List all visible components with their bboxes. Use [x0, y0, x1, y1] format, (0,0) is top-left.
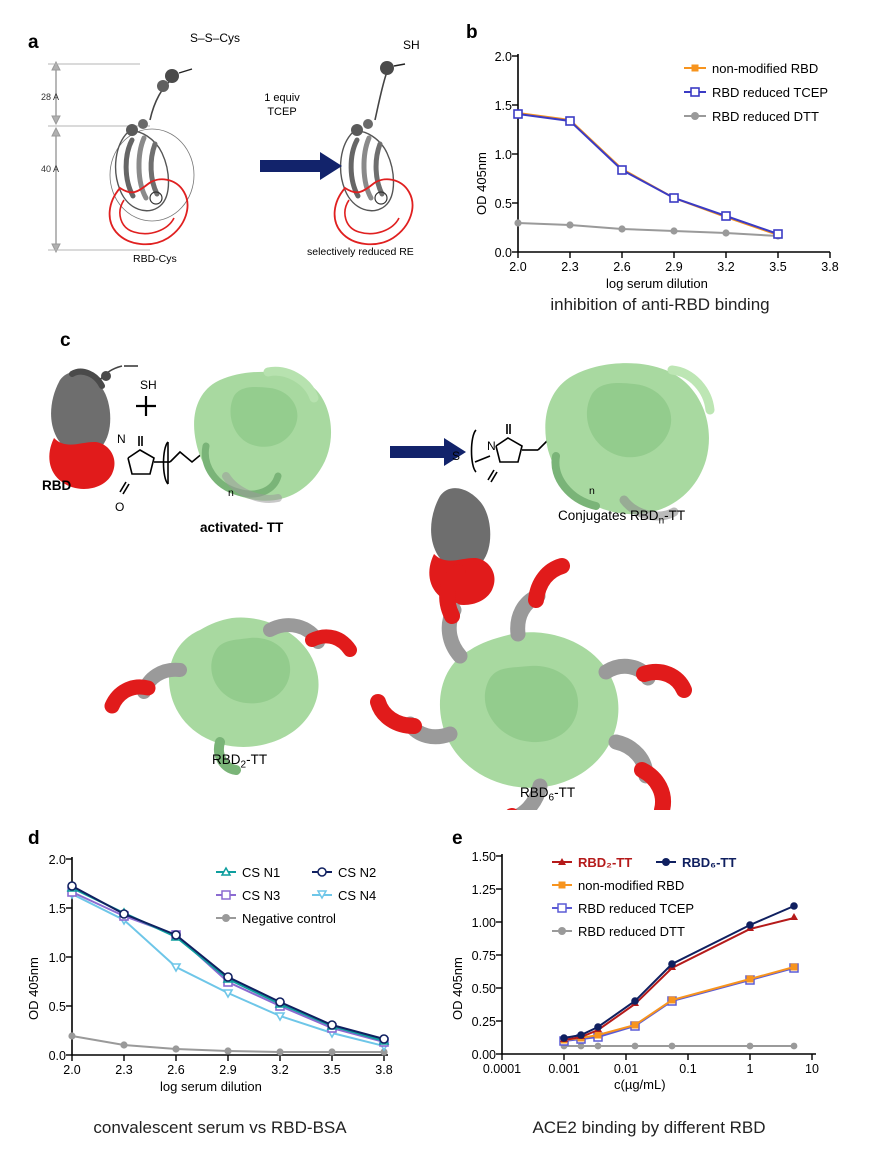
chart-e-ylabel: OD 405nm [450, 957, 465, 1020]
nitrogen-label: N [117, 432, 126, 446]
tt-surface-green [194, 371, 331, 501]
chart-d-xtick-4: 3.2 [271, 1063, 289, 1077]
caption-e: ACE2 binding by different RBD [532, 1118, 766, 1137]
chart-e-xtick-4: 1 [746, 1062, 754, 1076]
chart-e-xtick-3: 0.1 [679, 1062, 697, 1076]
panel-letter-e: e [452, 828, 463, 849]
chart-b-xtick-5: 3.5 [769, 260, 787, 274]
rbd2-subscript: 2 [240, 759, 247, 771]
chart-d-legend-0: CS N1 [242, 865, 281, 880]
rbd-label-c: RBD [42, 478, 72, 493]
dimension-28a: 28 A [41, 92, 60, 102]
panel-c-figure [20, 350, 860, 810]
chart-d-legend-2: CS N3 [242, 888, 281, 903]
chart-d-ytick-3: 1.5 [48, 902, 66, 916]
chart-b-legend-1: RBD reduced TCEP [712, 85, 829, 100]
panel-letter-b: b [466, 22, 478, 43]
reagent-label-line1: 1 equiv [264, 92, 300, 104]
chart-b-xtick-3: 2.9 [665, 260, 683, 274]
chart-b-xtick-2: 2.6 [613, 260, 631, 274]
rbd6-tail: -TT [554, 785, 576, 800]
chart-d-xtick-2: 2.6 [167, 1063, 185, 1077]
chart-d-ytick-1: 0.5 [48, 1000, 66, 1014]
oxygen-label-1: O [115, 500, 125, 514]
rbd2-tail: -TT [246, 752, 268, 767]
chart-b-ytick-3: 1.5 [494, 99, 512, 113]
chart-b-legend-2: RBD reduced DTT [712, 109, 819, 124]
chart-e-xtick-2: 0.01 [613, 1062, 639, 1076]
conjugate-n-subscript: n [589, 485, 595, 497]
dimension-40a: 40 A [41, 164, 60, 174]
rbd2-tt-label [212, 752, 267, 771]
chart-e-ytick-2: 0.50 [471, 982, 496, 996]
rbd-surface-small [49, 366, 138, 489]
chart-d-xtick-0: 2.0 [63, 1063, 81, 1077]
conjugates-label [558, 508, 685, 527]
chart-b-ytick-0: 0.0 [494, 246, 512, 260]
rbd2-text: RBD [212, 752, 241, 767]
maleimide-n-subscript: n [228, 487, 234, 499]
caption-b: inhibition of anti-RBD binding [550, 295, 770, 314]
chart-b-legend-0: non-modified RBD [712, 61, 819, 76]
chart-d-ytick-2: 1.0 [48, 951, 66, 965]
chart-b-ytick-1: 0.5 [494, 197, 512, 211]
chart-e-ytick-5: 1.25 [471, 883, 496, 897]
chart-d-xtick-1: 2.3 [115, 1063, 133, 1077]
chart-b-xtick-4: 3.2 [717, 260, 735, 274]
sh-label-a: SH [403, 38, 420, 52]
conjugates-tail: -TT [664, 508, 686, 523]
activated-tt-label: activated- TT [200, 520, 284, 535]
chart-d-ylabel: OD 405nm [26, 957, 41, 1020]
chart-b [466, 40, 856, 290]
conjugate-sulfur-label: S [452, 449, 461, 463]
chart-b-xtick-0: 2.0 [509, 260, 527, 274]
chart-d-xtick-3: 2.9 [219, 1063, 237, 1077]
reaction-arrow-a [260, 152, 342, 180]
conjugates-text: Conjugates RBD [558, 508, 659, 523]
chart-e-legend-3: RBD reduced TCEP [578, 901, 695, 916]
chart-e-legend-1: RBD₆-TT [682, 855, 737, 870]
chart-e-ytick-0: 0.00 [471, 1048, 496, 1062]
chart-b-xtick-1: 2.3 [561, 260, 579, 274]
rbd6-tt-structure [378, 566, 684, 810]
chart-d [20, 845, 420, 1095]
chart-e-ytick-4: 1.00 [471, 916, 496, 930]
chart-b-ylabel: OD 405nm [474, 152, 489, 215]
chart-d-xtick-5: 3.5 [323, 1063, 341, 1077]
chart-d-ytick-4: 2.0 [48, 853, 66, 867]
chart-b-ytick-2: 1.0 [494, 148, 512, 162]
panel-letter-c: c [60, 330, 71, 351]
chart-e-legend-2: non-modified RBD [578, 878, 685, 893]
chart-e-xtick-5: 10 [805, 1062, 819, 1076]
chart-e-legend-0: RBD₂-TT [578, 855, 633, 870]
chart-e-ytick-1: 0.25 [471, 1015, 496, 1029]
selectively-reduced-caption: selectively reduced RE [307, 246, 414, 258]
panel-letter-d: d [28, 828, 40, 849]
chart-e-xtick-1: 0.001 [548, 1062, 580, 1076]
chart-d-ytick-0: 0.0 [48, 1049, 66, 1063]
chart-e-ytick-3: 0.75 [471, 949, 496, 963]
caption-d: convalescent serum vs RBD-BSA [93, 1118, 347, 1137]
chart-d-legend-3: CS N4 [338, 888, 377, 903]
chart-d-legend-1: CS N2 [338, 865, 377, 880]
sh-label-c: SH [140, 378, 157, 392]
chart-d-xtick-6: 3.8 [375, 1063, 393, 1077]
chart-e-xtick-0: 0.0001 [482, 1062, 522, 1076]
rbd-cys-caption: RBD-Cys [133, 253, 177, 265]
chart-b-xtick-6: 3.8 [821, 260, 839, 274]
rbd6-tt-label [520, 785, 575, 804]
conjugate-surface-large [545, 363, 710, 516]
chart-e-xlabel: c(µg/mL) [614, 1077, 666, 1092]
rbd6-text: RBD [520, 785, 549, 800]
reagent-label-line2: TCEP [267, 106, 297, 118]
chart-e-ytick-6: 1.50 [471, 850, 496, 864]
chart-e-legend-4: RBD reduced DTT [578, 924, 685, 939]
conjugates-subscript: n [658, 515, 665, 527]
chart-e [444, 845, 854, 1095]
conjugate-nitrogen-label: N [487, 439, 496, 453]
chart-b-xlabel: log serum dilution [606, 276, 708, 291]
chart-d-legend-4: Negative control [242, 911, 336, 926]
chart-b-ytick-4: 2.0 [494, 50, 512, 64]
chart-d-xlabel: log serum dilution [160, 1079, 262, 1094]
rbd6-subscript: 6 [548, 792, 555, 804]
panel-letter-a: a [28, 32, 39, 53]
rbd2-tt-structure [112, 617, 350, 770]
ss-cys-label: S–S–Cys [190, 31, 241, 45]
